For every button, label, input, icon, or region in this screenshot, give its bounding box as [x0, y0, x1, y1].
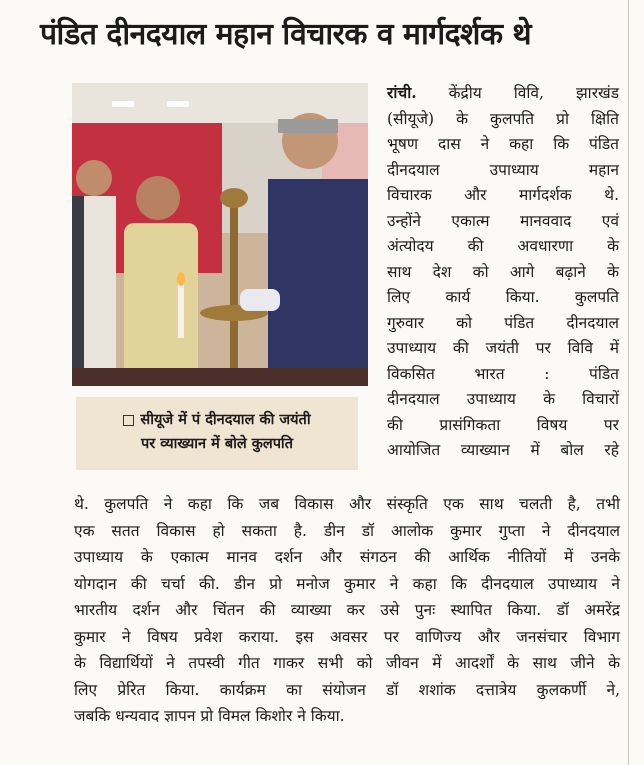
- news-photo: [72, 83, 368, 386]
- column-line-text: केंद्रीय विवि, झारखंड: [416, 84, 619, 102]
- body-line: योगदान की चर्चा की. डीन प्रो मनोज कुमार ने कहा कि दीनदयाल उपाध्याय ने: [74, 574, 620, 593]
- column-line: अंत्योदय की अवधारणा के: [387, 237, 619, 255]
- column-line: की प्रासंगिकता विषय पर: [387, 415, 619, 434]
- column-line: उपाध्याय की जयंती पर विवि में: [387, 339, 619, 357]
- column-line: गुरुवार को पंडित दीनदयाल: [387, 313, 619, 332]
- column-line: विकसित भारत : पंडित: [387, 364, 619, 383]
- dateline: रांची.: [387, 83, 417, 102]
- caption-line-2: पर व्याख्यान में बोले कुलपति: [141, 436, 293, 452]
- column-line: साथ देश को आगे बढ़ाने के: [387, 262, 619, 281]
- column-divider: [628, 0, 629, 765]
- body-line: लिए प्रेरित किया. कार्यक्रम का संयोजन डॉ शशांक दत्तात्रेय कुलकर्णी ने,: [74, 680, 620, 699]
- column-line: विचारक और मार्गदर्शक थे.: [387, 186, 619, 204]
- column-line: दीनदयाल उपाध्याय के विचारों: [387, 390, 619, 408]
- body-line: भारतीय दर्शन और चिंतन की व्याख्या कर उसे पुनः स्थापित किया. डॉ अमरेंद्र: [74, 601, 620, 619]
- article-body: [74, 491, 620, 730]
- body-line: थे. कुलपति ने कहा कि जब विकास और संस्कृति एक साथ चलती है, तभी: [74, 495, 620, 513]
- body-line: जबकि धन्यवाद ज्ञापन प्रो विमल किशोर ने किया.: [74, 707, 345, 725]
- article-column: [387, 80, 619, 464]
- body-line: के विद्यार्थियों ने तपस्वी गीत गाकर सभी को जीवन में आदर्शों के साथ जीने के: [74, 654, 620, 672]
- body-line: कुमार ने विषय प्रवेश कराया. इस अवसर पर वाणिज्य और जनसंचार विभाग: [74, 627, 620, 646]
- column-line: दीनदयाल उपाध्याय महान: [387, 160, 619, 179]
- photo-caption: [76, 397, 358, 470]
- caption-line-1-text: सीयूजे में पं दीनदयाल की जयंती: [140, 412, 311, 428]
- lamp-lighting-photo-icon: [72, 83, 368, 386]
- column-line: लिए कार्य किया. कुलपति: [387, 288, 619, 306]
- column-line: उन्होंने एकात्म मानववाद एवं: [387, 211, 619, 230]
- column-line: (सीयूजे) के कुलपति प्रो क्षिति: [387, 109, 619, 128]
- headline: पंडित दीनदयाल महान विचारक व मार्गदर्शक थे: [40, 17, 532, 52]
- column-line: आयोजित व्याख्यान में बोल रहे: [387, 441, 619, 459]
- column-line: [387, 80, 619, 107]
- body-line: उपाध्याय के एकात्म मानव दर्शन और संगठन की आर्थिक नीतियों में उनके: [74, 548, 620, 566]
- body-line: एक सतत विकास हो सकता है. डीन डॉ आलोक कुमार गुप्ता ने दीनदयाल: [74, 521, 620, 540]
- column-line: भूषण दास ने कहा कि पंडित: [387, 135, 619, 153]
- caption-line-1: [76, 408, 358, 432]
- checkbox-square-icon: [123, 415, 134, 426]
